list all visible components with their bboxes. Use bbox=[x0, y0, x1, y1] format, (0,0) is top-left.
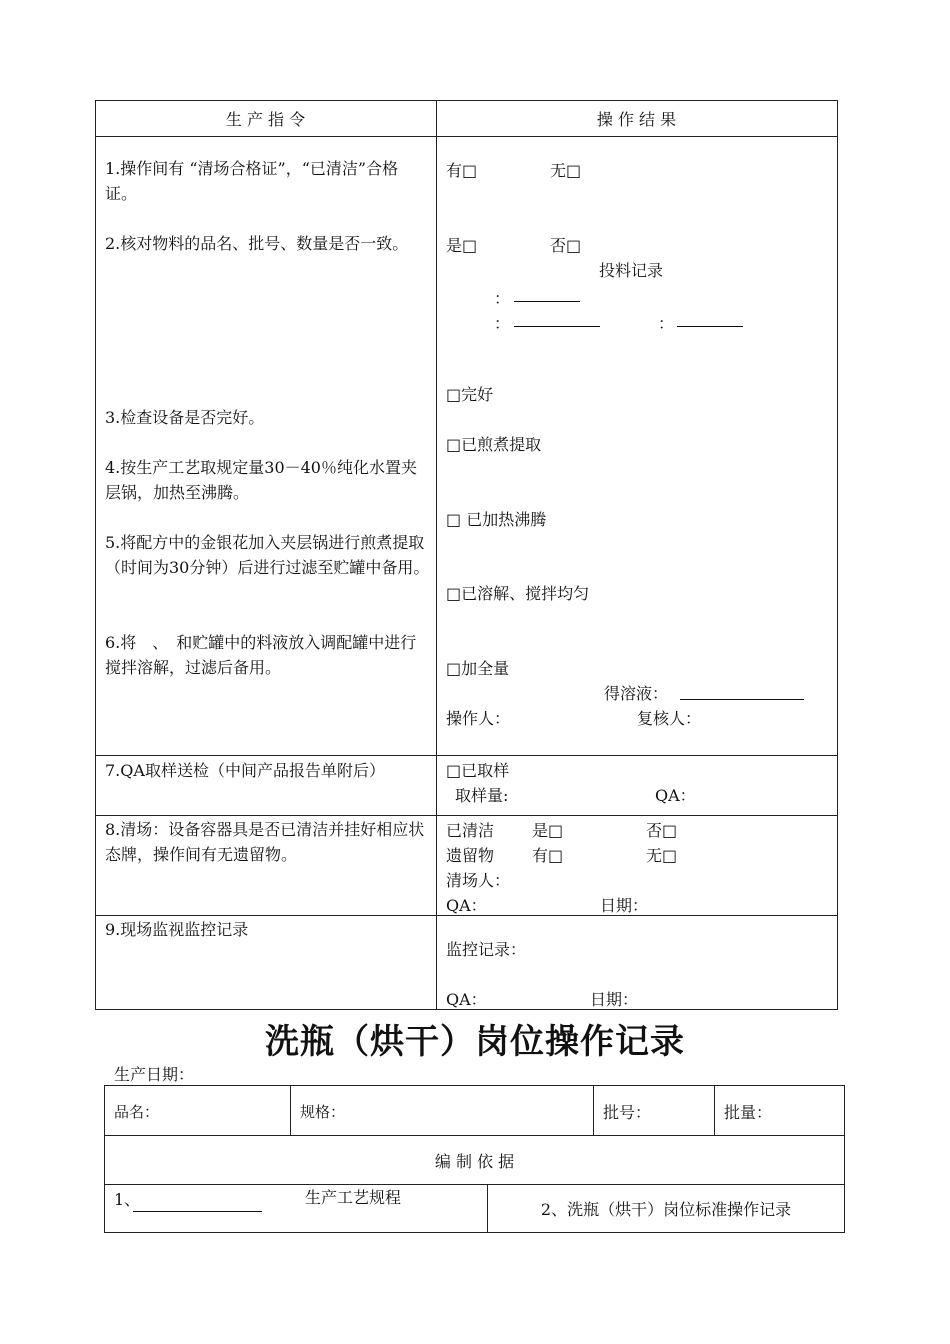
step-3: 3.检查设备是否完好。 bbox=[105, 408, 265, 427]
step-7: 7.QA取样送检（中间产品报告单附后） bbox=[105, 761, 385, 780]
table-border-top bbox=[104, 1085, 845, 1086]
feed-record-label: 投料记录 bbox=[599, 261, 664, 280]
table-column-divider bbox=[290, 1085, 291, 1135]
solution-label: 得溶液： bbox=[604, 684, 669, 703]
qa-label: QA： bbox=[655, 786, 696, 805]
result-1-yes-checkbox[interactable]: 有□ bbox=[446, 161, 478, 180]
residue-no-checkbox[interactable]: 无□ bbox=[646, 846, 678, 865]
table-border-top bbox=[95, 100, 838, 101]
basis-heading: 编 制 依 据 bbox=[434, 1152, 515, 1171]
step-2: 2.核对物料的品名、批号、数量是否一致。 bbox=[105, 234, 409, 253]
header-result: 操 作 结 果 bbox=[596, 110, 677, 129]
batch-size-label: 批量： bbox=[724, 1103, 773, 1122]
table-border-bottom bbox=[104, 1232, 845, 1233]
step-6: 6.将 、 和贮罐中的料液放入调配罐中进行搅拌溶解，过滤后备用。 bbox=[105, 633, 417, 677]
product-name-label: 品名： bbox=[114, 1103, 160, 1121]
table-row-divider bbox=[95, 815, 838, 816]
feed-colon: ： bbox=[658, 314, 675, 333]
table-row-divider bbox=[95, 755, 838, 756]
monitor-record-label: 监控记录： bbox=[446, 940, 527, 959]
table-column-divider bbox=[593, 1085, 594, 1135]
sampled-checkbox[interactable]: □已取样 bbox=[446, 761, 510, 780]
production-date-label: 生产日期： bbox=[114, 1065, 195, 1084]
date-label: 日期： bbox=[590, 990, 639, 1009]
table-column-divider bbox=[436, 100, 437, 1010]
feed-colon: ： bbox=[494, 289, 511, 308]
decocted-checkbox[interactable]: □已煎煮提取 bbox=[446, 435, 542, 454]
result-2-yes-checkbox[interactable]: 是□ bbox=[446, 236, 478, 255]
basis-item-1-blank-line[interactable] bbox=[133, 1211, 262, 1212]
step-5: 5.将配方中的金银花加入夹层锅进行煎煮提取（时间为30分钟）后进行过滤至贮罐中备用。 bbox=[105, 533, 430, 577]
basis-item-1-prefix: 1、 bbox=[114, 1190, 141, 1209]
basis-item-1-text: 生产工艺规程 bbox=[305, 1188, 402, 1207]
qa-label: QA： bbox=[446, 990, 487, 1009]
table-header-divider bbox=[95, 136, 838, 137]
step-8: 8.清场：设备容器具是否已清洁并挂好相应状态牌，操作间有无遗留物。 bbox=[105, 820, 425, 864]
feed-blank-line[interactable] bbox=[677, 326, 743, 327]
table-row-divider bbox=[104, 1184, 845, 1185]
step-1: 1.操作间有 “清场合格证”，“已清洁”合格证。 bbox=[105, 159, 399, 203]
residue-label: 遗留物 bbox=[446, 846, 495, 865]
reviewer-label: 复核人： bbox=[637, 709, 702, 728]
spec-label: 规格： bbox=[300, 1103, 346, 1121]
table-border-left bbox=[95, 100, 96, 1010]
residue-yes-checkbox[interactable]: 有□ bbox=[532, 846, 564, 865]
operator-label: 操作人： bbox=[446, 709, 511, 728]
table-column-divider bbox=[714, 1085, 715, 1135]
cleaned-no-checkbox[interactable]: 否□ bbox=[646, 821, 678, 840]
date-label: 日期： bbox=[600, 896, 649, 915]
basis-item-2-text: 2、洗瓶（烘干）岗位标准操作记录 bbox=[540, 1200, 792, 1219]
table-row-divider bbox=[104, 1135, 845, 1136]
feed-blank-line[interactable] bbox=[514, 301, 580, 302]
cleaned-label: 已清洁 bbox=[446, 821, 495, 840]
step-9: 9.现场监视监控记录 bbox=[105, 920, 249, 939]
batch-number-label: 批号： bbox=[603, 1103, 652, 1122]
result-1-no-checkbox[interactable]: 无□ bbox=[550, 161, 582, 180]
feed-blank-line[interactable] bbox=[514, 326, 600, 327]
heated-checkbox[interactable]: □ 已加热沸腾 bbox=[446, 510, 547, 529]
page-title: 洗瓶（烘干）岗位操作记录 bbox=[265, 1022, 685, 1062]
sample-qty-label: 取样量: bbox=[455, 786, 509, 805]
result-2-no-checkbox[interactable]: 否□ bbox=[550, 236, 582, 255]
qa-label: QA： bbox=[446, 896, 487, 915]
step-4: 4.按生产工艺取规定量30－40％纯化水置夹层锅，加热至沸腾。 bbox=[105, 458, 417, 502]
cleaned-yes-checkbox[interactable]: 是□ bbox=[532, 821, 564, 840]
full-volume-checkbox[interactable]: □加全量 bbox=[446, 659, 510, 678]
feed-colon: ： bbox=[494, 314, 511, 333]
dissolved-checkbox[interactable]: □已溶解、搅拌均匀 bbox=[446, 584, 590, 603]
cleaner-label: 清场人： bbox=[446, 871, 511, 890]
header-instruction: 生 产 指 令 bbox=[225, 110, 306, 129]
solution-blank-line[interactable] bbox=[680, 699, 804, 700]
table-border-right bbox=[837, 100, 838, 1010]
equipment-good-checkbox[interactable]: □完好 bbox=[446, 385, 494, 404]
